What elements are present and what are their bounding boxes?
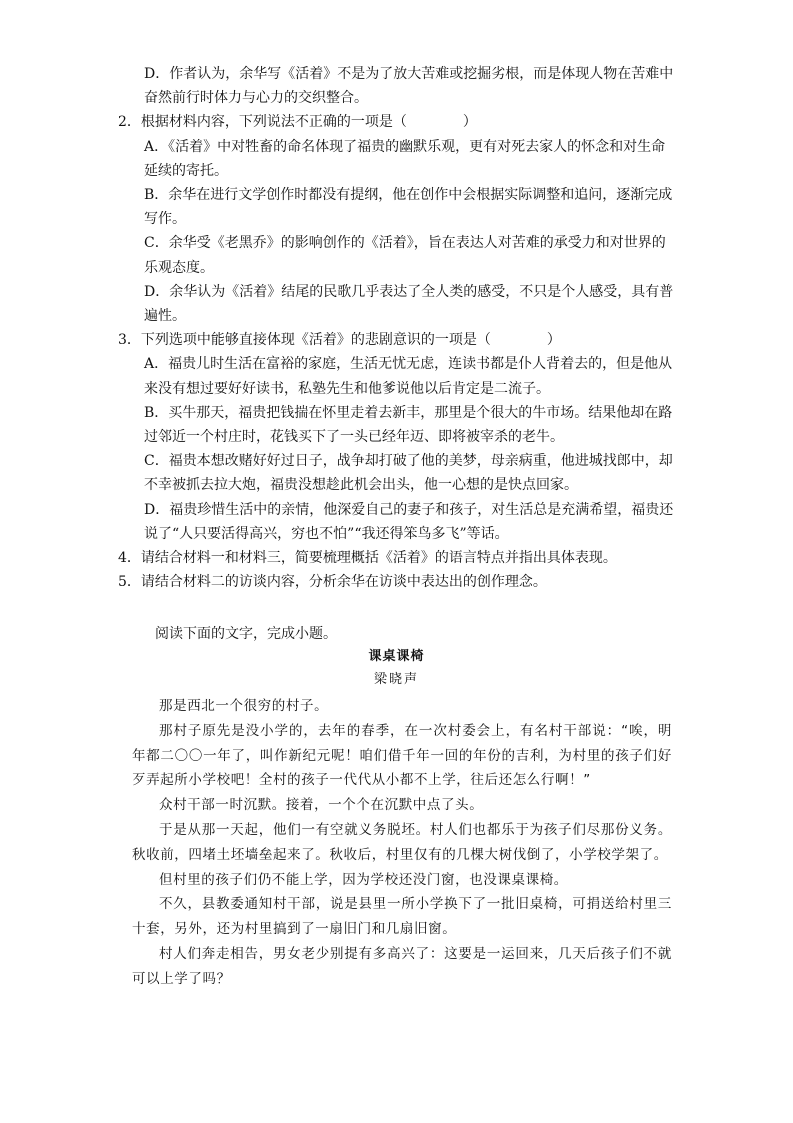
passage-author: 梁晓声 [373, 672, 419, 687]
passage-paragraph: 但村里的孩子们仍不能上学，因为学校还没门窗，也没课桌课椅。 [159, 871, 568, 888]
q3-stem: 3．下列选项中能够直接体现《活着》的悲剧意识的一项是（ ） [118, 332, 561, 349]
q2-stem: 2．根据材料内容，下列说法不正确的一项是（ ） [118, 114, 477, 131]
q3-option-b: B．买牛那天，福贵把钱揣在怀里走着去新丰，那里是个很大的牛市场。结果他却在路过邻近一个村庄时，花钱买下了一头已经年迈、即将被宰杀的老牛。 [144, 404, 673, 446]
q5-stem: 5．请结合材料二的访谈内容，分析余华在访谈中表达出的创作理念。 [118, 574, 547, 591]
passage-body [132, 694, 672, 992]
passage-paragraph: 村人们奔走相告，男女老少别提有多高兴了：这要是一运回来，几天后孩子们不就可以上学了吗？ [132, 945, 672, 987]
q3-option-d: D．福贵珍惜生活中的亲情，他深爱自己的妻子和孩子，对生活总是充满希望，福贵还说了“人只要活得高兴，穷也不怕”“我还得笨鸟多飞”等话。 [144, 501, 674, 542]
passage-paragraph: 不久，县教委通知村干部，说是县里一所小学换下了一批旧桌椅，可捐送给村里三十套，另外，还为村里搞到了一扇旧门和几扇旧窗。 [132, 896, 672, 938]
passage-title: 课桌课椅 [368, 649, 425, 664]
passage-paragraph: 众村干部一时沉默。接着，一个个在沉默中点了头。 [159, 797, 484, 814]
q2-option-b: B．余华在进行文学创作时都没有提纲，他在创作中会根据实际调整和追问，逐渐完成写作。 [144, 187, 673, 228]
q3-option-c: C．福贵本想改赌好好过日子，战争却打破了他的美梦，母亲病重，他进城找郎中，却不幸被抓去拉大炮，福贵没想趁此机会出头，他一心想的是快点回家。 [144, 453, 673, 494]
passage-paragraph: 那是西北一个很穷的村子。 [159, 698, 329, 714]
passage-paragraph: 那村子原先是没小学的，去年的春季，在一次村委会上，有名村干部说：“唉，明年都二〇〇一年了，叫作新纪元呢！咱们借千年一回的年份的吉利，为村里的孩子们好歹弄起所小学校吧！全村的孩子一代代从小都不上学，往后还怎么行啊！” [132, 722, 672, 789]
q2-option-d: D．余华认为《活着》结尾的民歌几乎表达了全人类的感受，不只是个人感受，具有普遍性。 [144, 283, 674, 325]
q2-option-c: C．余华受《老黑乔》的影响创作的《活着》，旨在表达人对苦难的承受力和对世界的乐观态度。 [144, 235, 666, 276]
reading-intro: 阅读下面的文字，完成小题。 [155, 626, 337, 642]
q4-stem: 4．请结合材料一和材料三，简要梳理概括《活着》的语言特点并指出具体表现。 [118, 550, 617, 567]
q1-option-d: D．作者认为，余华写《活着》不是为了放大苦难或挖掘劣根，而是体现人物在苦难中奋然前行时体力与心力的交织整合。 [144, 66, 674, 107]
q2-option-a: A．《活着》中对牲畜的命名体现了福贵的幽默乐观，更有对死去家人的怀念和对生命延续的寄托。 [144, 138, 666, 179]
questions-section [118, 62, 678, 594]
q3-option-a: A．福贵儿时生活在富裕的家庭，生活无忧无虑，连读书都是仆人背着去的，但是他从来没有想过要好好读书，私塾先生和他爹说他以后肯定是二流子。 [144, 356, 673, 397]
passage-paragraph: 于是从那一天起，他们一有空就义务脱坯。村人们也都乐于为孩子们尽那份义务。秋收前，四堵土坯墙垒起来了。秋收后，村里仅有的几棵大树伐倒了，小学校学架了。 [132, 821, 672, 863]
